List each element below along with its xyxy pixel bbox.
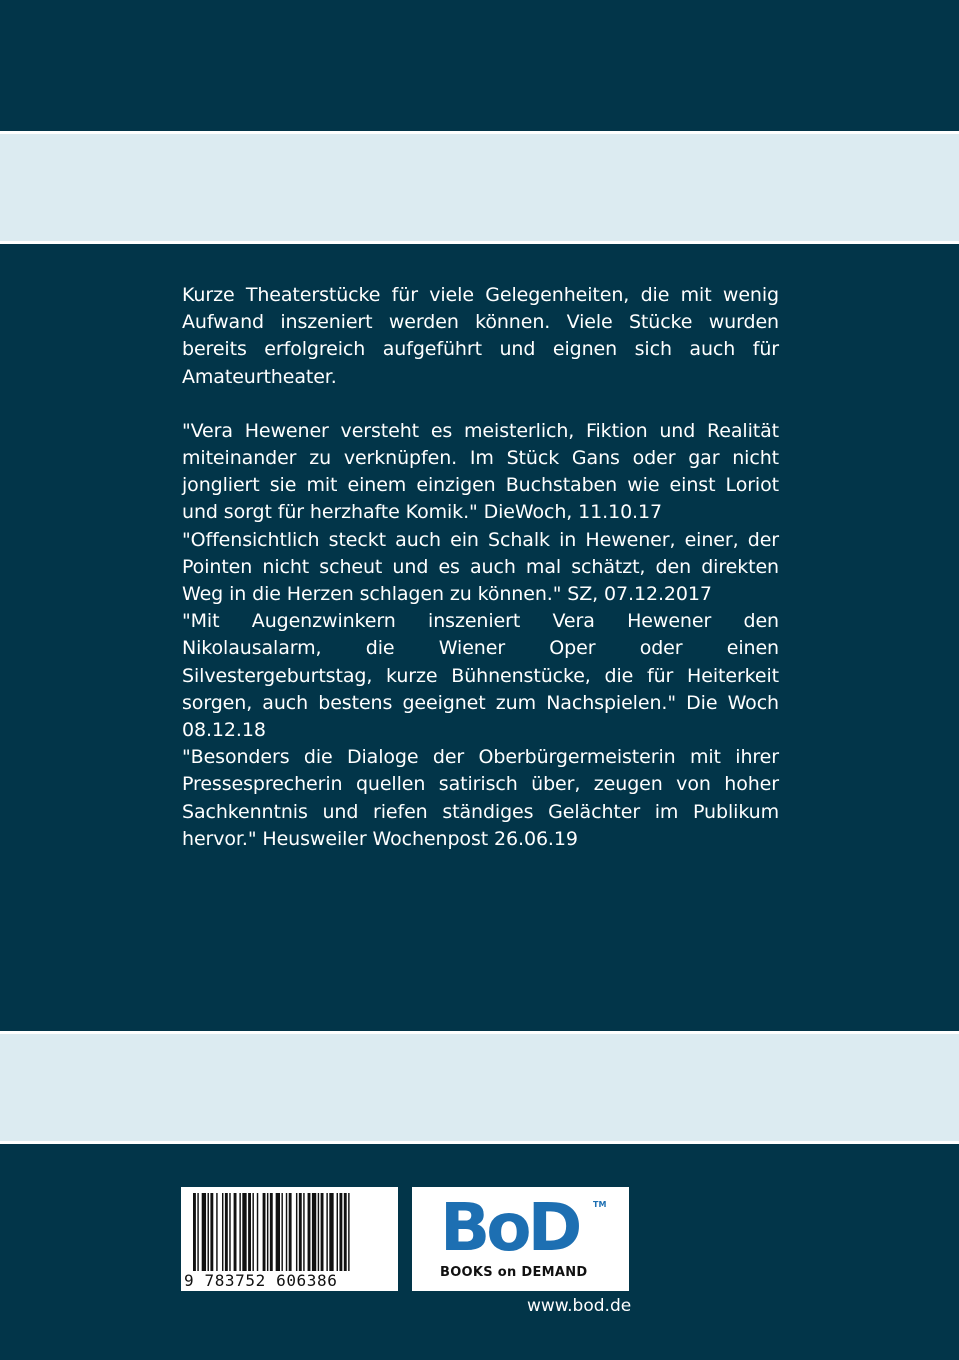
publisher-url: www.bod.de [527,1296,632,1316]
isbn-digits: 9 783752 606386 [184,1271,338,1290]
barcode-bar [252,1193,253,1271]
barcode-bar [225,1193,228,1271]
barcode-bar [303,1193,304,1271]
barcode-bar [234,1193,237,1271]
review-quote-3: "Mit Augenzwinkern inszeniert Vera Hewener den Nikolausalarm, die Wiener Oper oder einen Silvestergeburtstag, kurze Bühnenstücke, die für Heiterkeit sorgen, auch bestens geeignet zum Nachspielen." Die Woch 08.12.18 [182,610,779,742]
isbn-barcode [181,1187,398,1291]
barcode-bar [348,1193,349,1271]
barcode-bar [210,1193,213,1271]
barcode-bar [242,1193,246,1271]
barcode-bar [312,1193,316,1271]
barcode-bar [321,1193,324,1271]
barcode-bar [337,1193,338,1271]
review-quote-1: "Vera Hewener versteht es meisterlich, Fiktion und Realität miteinander zu verknüpfen. Im Stück Gans oder gar nicht jongliert sie mit einem einzigen Buchstaben wie einst Loriot und sorgt für herzhafte Komik." DieWoch, 11.10.17 [182,419,779,524]
barcode-bar [239,1193,240,1271]
barcode-bar [202,1193,206,1271]
barcode-bar [296,1193,297,1271]
barcode-bar [208,1193,209,1271]
barcode-bar [318,1193,319,1271]
barcode-bar [276,1193,280,1271]
barcode-bar [216,1193,217,1271]
trademark-mark: TM [593,1200,607,1209]
barcode-bar [197,1193,198,1271]
barcode-bars [181,1187,398,1271]
review-quote-2: "Offensichtlich steckt auch ein Schalk in Hewener, einer, der Pointen nicht scheut und es auch mal schätzt, den direkten Weg in die Herzen schlagen zu können." SZ, 07.12.2017 [182,528,779,606]
barcode-bar [344,1193,347,1271]
barcode-bar [339,1193,342,1271]
barcode-bar [281,1193,282,1271]
barcode-bar [263,1193,266,1271]
barcode-bar [329,1193,333,1271]
barcode-bar [308,1193,311,1271]
barcode-bar [286,1193,287,1271]
bottom-light-band [0,1031,959,1144]
bod-tagline: BOOKS on DEMAND [440,1265,588,1280]
barcode-bar [229,1193,230,1271]
barcode-bar [326,1193,327,1271]
bod-logo-word: BoD [440,1189,579,1266]
back-cover-blurb [182,282,779,853]
barcode-bar [267,1193,268,1271]
barcode-bar [257,1193,258,1271]
barcode-bar [193,1193,196,1271]
barcode-bar [222,1193,223,1271]
top-light-band [0,131,959,244]
bod-logo [412,1187,629,1291]
review-quote-4: "Besonders die Dialoge der Oberbürgermeisterin mit ihrer Pressesprecherin quellen satirisch über, zeugen von hoher Sachkenntnis und riefen ständiges Gelächter im Publikum hervor." Heusweiler Wochenpost 26.06.19 [182,746,779,850]
barcode-bar [270,1193,273,1271]
barcode-bar [289,1193,292,1271]
barcode-bar [299,1193,302,1271]
barcode-bar [248,1193,251,1271]
blurb-intro: Kurze Theaterstücke für viele Gelegenheiten, die mit wenig Aufwand inszeniert werden können. Viele Stücke wurden bereits erfolgreich aufgeführt und eignen sich auch für Amateurtheater. [182,284,779,388]
